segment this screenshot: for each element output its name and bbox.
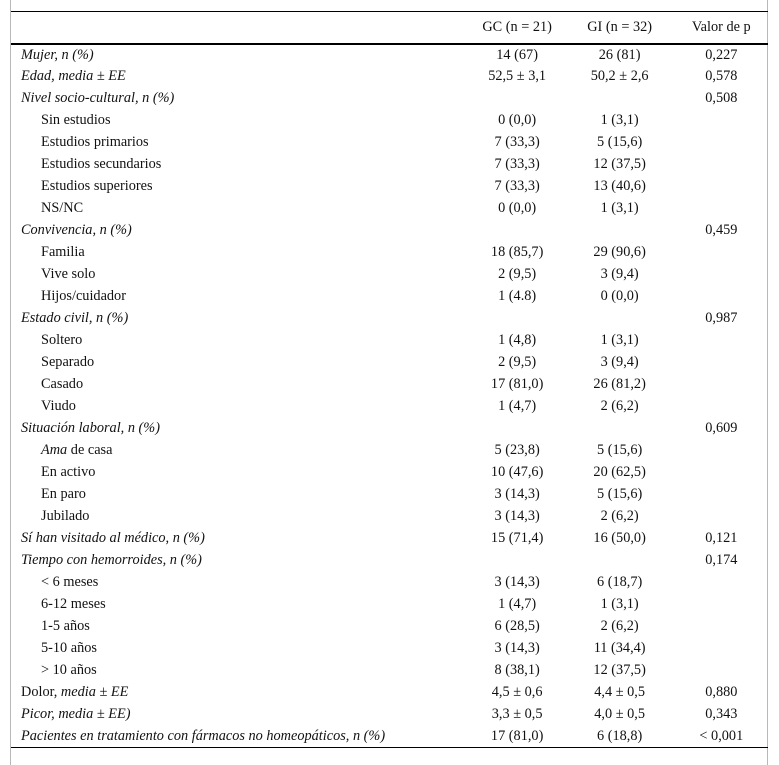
gi-value-cell: 6 (18,7)	[597, 574, 643, 590]
label-text-italic: media ± EE	[57, 684, 129, 700]
label-text: Estado civil, n (%)	[21, 310, 129, 326]
gi-value-cell: 5 (15,6)	[597, 486, 643, 502]
p-value-cell: 0,343	[705, 706, 738, 722]
p-value-cell	[675, 440, 768, 462]
variable-label	[11, 726, 470, 748]
gc-value-cell: 14 (67)	[496, 46, 538, 63]
label-text-italic: Ama	[41, 442, 68, 458]
gc-value-cell: 3,3 ± 0,5	[491, 706, 543, 722]
subcategory-label	[11, 396, 470, 418]
gi-value-cell: 20 (62,5)	[593, 464, 646, 480]
p-value-cell	[675, 286, 768, 308]
gc-value-cell	[470, 308, 565, 330]
gc-value-cell: 4,5 ± 0,6	[491, 684, 543, 700]
gi-value-cell: 0 (0,0)	[600, 288, 639, 304]
p-value-cell	[675, 330, 768, 352]
table-row	[11, 550, 768, 572]
p-value-cell: 0,880	[705, 684, 738, 700]
gc-value-cell	[470, 550, 565, 572]
gi-value-cell	[565, 550, 675, 572]
table-row	[11, 506, 768, 528]
subcategory-label	[11, 352, 470, 374]
label-text: Mujer, n (%)	[21, 46, 94, 63]
label-text: Situación laboral, n (%)	[21, 420, 160, 436]
label-text: NS/NC	[41, 200, 84, 216]
p-value-cell: 0,121	[705, 530, 738, 546]
gi-value-cell: 1 (3,1)	[600, 200, 639, 216]
variable-label	[11, 418, 470, 440]
gi-value-cell: 5 (15,6)	[597, 442, 643, 458]
p-value-cell: 0,459	[705, 222, 738, 238]
table-row	[11, 682, 768, 704]
label-text-plain: Dolor,	[21, 684, 58, 700]
p-value-cell	[675, 484, 768, 506]
gc-value-cell: 3 (14,3)	[494, 640, 540, 656]
p-value-cell	[675, 110, 768, 132]
label-text: Convivencia, n (%)	[21, 222, 132, 238]
label-text: Jubilado	[41, 508, 90, 524]
gc-value-cell: 15 (71,4)	[490, 530, 544, 546]
subcategory-label	[11, 594, 470, 616]
label-text: 6-12 meses	[41, 596, 106, 612]
gc-value-cell: 17 (81,0)	[470, 726, 565, 748]
table-row	[11, 330, 768, 352]
table-row	[11, 308, 768, 330]
subcategory-label	[11, 638, 470, 660]
table-row	[11, 528, 768, 550]
gi-value-cell: 2 (6,2)	[600, 618, 639, 634]
gi-value-cell	[565, 88, 675, 110]
demographics-table	[11, 11, 768, 748]
p-value-cell	[675, 374, 768, 396]
gi-value-cell	[565, 308, 675, 330]
gi-value-cell: 2 (6,2)	[600, 508, 639, 524]
label-text: Vive solo	[41, 266, 96, 282]
p-value-cell	[675, 572, 768, 594]
gi-value-cell	[565, 418, 675, 440]
p-value-cell	[675, 638, 768, 660]
table-row	[11, 242, 768, 264]
gc-value-cell: 2 (9,5)	[498, 266, 537, 282]
p-value-cell	[675, 154, 768, 176]
header-label	[11, 12, 470, 44]
gi-value-cell: 2 (6,2)	[600, 398, 639, 414]
subcategory-label	[11, 374, 470, 396]
gi-value-cell: 4,0 ± 0,5	[594, 706, 645, 722]
variable-label	[11, 308, 470, 330]
label-text: Soltero	[41, 332, 83, 348]
gi-value-cell: 1 (3,1)	[600, 112, 639, 128]
p-value-cell	[675, 660, 768, 682]
variable-label	[11, 220, 470, 242]
gi-value-cell: 50,2 ± 2,6	[590, 68, 649, 84]
gc-value-cell: 1 (4,8)	[498, 332, 537, 348]
gi-value-cell: 1 (3,1)	[600, 596, 639, 612]
gi-value-cell: 5 (15,6)	[597, 134, 643, 150]
subcategory-label	[11, 154, 470, 176]
subcategory-label	[11, 110, 470, 132]
label-text: Casado	[41, 376, 84, 392]
label-text: 1-5 años	[41, 618, 90, 634]
gc-value-cell: 5 (23,8)	[494, 442, 540, 458]
p-value-cell	[675, 242, 768, 264]
p-value-cell	[675, 264, 768, 286]
table-row	[11, 726, 768, 748]
variable-label	[11, 704, 470, 726]
table-row	[11, 616, 768, 638]
gi-value-cell: 6 (18,8)	[565, 726, 675, 748]
gi-value-cell: 4,4 ± 0,5	[594, 684, 645, 700]
table-row	[11, 154, 768, 176]
label-text: En paro	[41, 486, 86, 502]
gi-value-cell	[565, 220, 675, 242]
gi-value-cell: 3 (9,4)	[600, 354, 639, 370]
variable-label	[11, 682, 470, 704]
table-row	[11, 44, 768, 66]
p-value-cell: 0,508	[705, 90, 738, 106]
gc-value-cell: 10 (47,6)	[490, 464, 544, 480]
table-row	[11, 132, 768, 154]
label-text: Hijos/cuidador	[41, 288, 126, 304]
table-row	[11, 286, 768, 308]
label-text: Familia	[41, 244, 85, 260]
subcategory-label	[11, 330, 470, 352]
label-text: Edad, media ± EE	[21, 68, 126, 84]
label-text: > 10 años	[41, 662, 97, 678]
subcategory-label	[11, 660, 470, 682]
p-value-cell	[675, 176, 768, 198]
gi-value-cell: 16 (50,0)	[593, 530, 646, 546]
variable-label	[11, 550, 470, 572]
p-value-cell	[675, 462, 768, 484]
header-row	[11, 12, 768, 44]
subcategory-label	[11, 242, 470, 264]
gc-value-cell: 3 (14,3)	[494, 508, 540, 524]
gi-value-cell: 12 (37,5)	[593, 662, 646, 678]
gi-value-cell: 26 (81)	[598, 46, 641, 63]
subcategory-label	[11, 264, 470, 286]
variable-label	[11, 66, 470, 88]
p-value-cell	[675, 616, 768, 638]
gc-value-cell: 8 (38,1)	[494, 662, 540, 678]
label-text: Sin estudios	[41, 112, 111, 128]
subcategory-label	[11, 198, 470, 220]
table-row	[11, 198, 768, 220]
table-row	[11, 176, 768, 198]
label-text: Nivel socio-cultural, n (%)	[21, 90, 175, 106]
gc-value-cell	[470, 418, 565, 440]
p-value-cell: 0,174	[705, 552, 738, 568]
gi-value-cell: 13 (40,6)	[593, 178, 646, 194]
gi-value-cell: 29 (90,6)	[593, 244, 646, 260]
table-body	[11, 44, 768, 748]
table-row	[11, 572, 768, 594]
label-text: Separado	[41, 354, 95, 370]
table-row	[11, 462, 768, 484]
subcategory-label	[11, 286, 470, 308]
gc-value-cell: 3 (14,3)	[494, 574, 540, 590]
table-row	[11, 396, 768, 418]
table-row	[11, 440, 768, 462]
gc-value-cell	[470, 220, 565, 242]
gc-value-cell: 17 (81,0)	[490, 376, 544, 392]
label-text: Sí han visitado al médico, n (%)	[21, 530, 205, 546]
label-text: < 6 meses	[41, 574, 99, 590]
table-row	[11, 484, 768, 506]
table-row	[11, 418, 768, 440]
label-text: Estudios secundarios	[41, 156, 162, 172]
p-value-cell: < 0,001	[675, 726, 768, 748]
table-row	[11, 264, 768, 286]
gc-value-cell: 2 (9,5)	[498, 354, 537, 370]
gc-value-cell: 0 (0,0)	[498, 112, 537, 128]
header-p-value: Valor de p	[675, 12, 768, 44]
header-gc: GC (n = 21)	[470, 12, 565, 44]
gc-value-cell: 6 (28,5)	[494, 618, 540, 634]
gc-value-cell: 1 (4,7)	[498, 398, 537, 414]
gc-value-cell: 7 (33,3)	[494, 178, 540, 194]
label-text: Picor, media ± EE)	[21, 706, 131, 722]
table-row	[11, 594, 768, 616]
table-row	[11, 638, 768, 660]
p-value-cell	[675, 352, 768, 374]
gc-value-cell: 1 (4,7)	[498, 596, 537, 612]
gc-value-cell: 7 (33,3)	[494, 134, 540, 150]
label-text: Estudios superiores	[41, 178, 153, 194]
gi-value-cell: 11 (34,4)	[593, 640, 646, 656]
subcategory-label	[11, 572, 470, 594]
p-value-cell: 0,987	[705, 310, 738, 326]
gc-value-cell: 52,5 ± 3,1	[488, 68, 547, 84]
label-text: En activo	[41, 464, 96, 480]
variable-label	[11, 528, 470, 550]
variable-label	[11, 88, 470, 110]
variable-label	[11, 44, 470, 66]
label-text: Pacientes en tratamiento con fármacos no homeopáticos, n (%)	[21, 727, 386, 744]
subcategory-label	[11, 176, 470, 198]
table-row	[11, 660, 768, 682]
p-value-cell: 0,578	[705, 68, 738, 84]
subcategory-label	[11, 506, 470, 528]
gc-value-cell: 1 (4.8)	[498, 288, 537, 304]
label-text: Viudo	[41, 398, 76, 414]
p-value-cell	[675, 132, 768, 154]
label-text: 5-10 años	[41, 640, 97, 656]
gi-value-cell: 1 (3,1)	[600, 332, 639, 348]
gc-value-cell: 18 (85,7)	[490, 244, 544, 260]
gc-value-cell: 7 (33,3)	[494, 156, 540, 172]
p-value-cell	[675, 506, 768, 528]
p-value-cell: 0,227	[705, 46, 738, 63]
p-value-cell	[675, 594, 768, 616]
table-row	[11, 704, 768, 726]
subcategory-label	[11, 616, 470, 638]
p-value-cell: 0,609	[705, 420, 738, 436]
p-value-cell	[675, 396, 768, 418]
gi-value-cell: 3 (9,4)	[600, 266, 639, 282]
subcategory-label	[11, 440, 470, 462]
table-row	[11, 66, 768, 88]
gi-value-cell: 12 (37,5)	[593, 156, 646, 172]
table-row	[11, 88, 768, 110]
subcategory-label	[11, 484, 470, 506]
table-row	[11, 374, 768, 396]
p-value-cell	[675, 198, 768, 220]
subcategory-label	[11, 132, 470, 154]
table-row	[11, 220, 768, 242]
gc-value-cell: 0 (0,0)	[498, 200, 537, 216]
gi-value-cell: 26 (81,2)	[593, 376, 646, 392]
gc-value-cell	[470, 88, 565, 110]
gc-value-cell: 3 (14,3)	[494, 486, 540, 502]
subcategory-label	[11, 462, 470, 484]
label-text-rest: de casa	[67, 442, 113, 458]
table-row	[11, 352, 768, 374]
label-text: Estudios primarios	[41, 134, 149, 150]
table-row	[11, 110, 768, 132]
header-gi: GI (n = 32)	[565, 12, 675, 44]
label-text: Tiempo con hemorroides, n (%)	[21, 552, 202, 568]
